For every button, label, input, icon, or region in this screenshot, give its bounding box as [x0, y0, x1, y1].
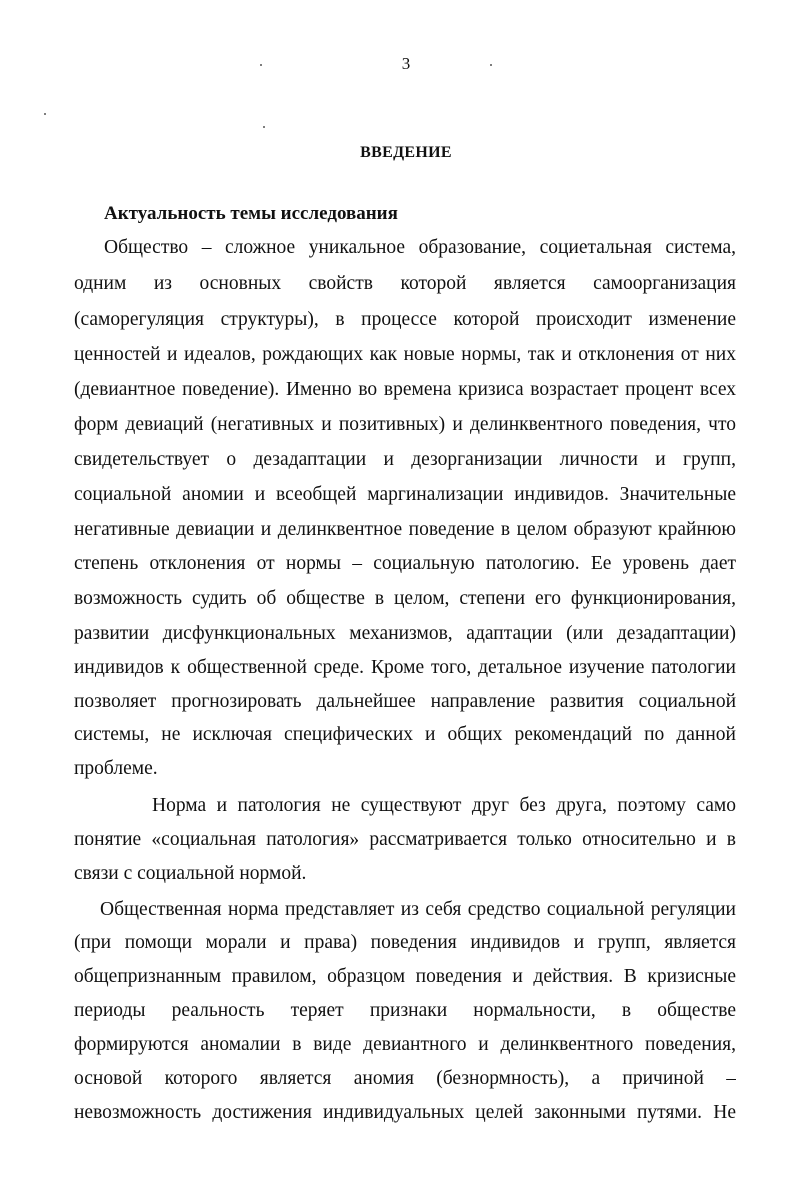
paragraph-3-line: невозможность достижения индивидуальных целей законными путями. Не — [74, 1102, 736, 1123]
paragraph-1-line: степень отклонения от нормы – социальную патологию. Ее уровень дает — [74, 553, 736, 574]
paragraph-1-line: (девиантное поведение). Именно во времена кризиса возрастает процент всех — [74, 379, 736, 400]
paragraph-1-line: (саморегуляция структуры), в процессе которой происходит изменение — [74, 309, 736, 330]
paragraph-2-line: связи с социальной нормой. — [74, 863, 307, 884]
paragraph-2-line: Норма и патология не существуют друг без друга, поэтому само — [152, 795, 736, 816]
paragraph-1-line: Общество – сложное уникальное образование, социетальная система, — [104, 237, 736, 258]
paragraph-3-line: формируются аномалии в виде девиантного и делинквентного поведения, — [74, 1034, 736, 1055]
paragraph-1-line: одним из основных свойств которой является самоорганизация — [74, 273, 736, 294]
scan-speck — [44, 113, 46, 115]
paragraph-2-line: понятие «социальная патология» рассматривается только относительно и в — [74, 829, 736, 850]
paragraph-1-line: возможность судить об обществе в целом, степени его функционирования, — [74, 588, 736, 609]
paragraph-1-line: развитии дисфункциональных механизмов, адаптации (или дезадаптации) — [74, 623, 736, 644]
paragraph-3-line: (при помощи морали и права) поведения индивидов и групп, является — [74, 932, 736, 953]
subsection-heading: Актуальность темы исследования — [104, 203, 398, 224]
paragraph-1-line: социальной аномии и всеобщей маргинализации индивидов. Значительные — [74, 484, 736, 505]
scan-speck — [263, 126, 265, 128]
paragraph-1-line: ценностей и идеалов, рождающих как новые нормы, так и отклонения от них — [74, 344, 736, 365]
paragraph-1-line: индивидов к общественной среде. Кроме того, детальное изучение патологии — [74, 657, 736, 678]
paragraph-1-line: позволяет прогнозировать дальнейшее направление развития социальной — [74, 691, 736, 712]
scan-speck — [260, 64, 262, 66]
paragraph-3-line: основой которого является аномия (безнормность), а причиной – — [74, 1068, 736, 1089]
paragraph-3-line: Общественная норма представляет из себя средство социальной регуляции — [100, 899, 736, 920]
page-number: 3 — [401, 54, 411, 73]
paragraph-1-line: негативные девиации и делинквентное поведение в целом образуют крайнюю — [74, 519, 736, 540]
scan-speck — [490, 64, 492, 66]
paragraph-3-line: периоды реальность теряет признаки нормальности, в обществе — [74, 1000, 736, 1021]
section-heading: ВВЕДЕНИЕ — [360, 144, 452, 161]
paragraph-1-line: свидетельствует о дезадаптации и дезорганизации личности и групп, — [74, 449, 736, 470]
paragraph-1-line: форм девиаций (негативных и позитивных) и делинквентного поведения, что — [74, 414, 736, 435]
paragraph-1-line: проблеме. — [74, 758, 158, 779]
paragraph-3-line: общепризнанным правилом, образцом поведения и действия. В кризисные — [74, 966, 736, 987]
paragraph-1-line: системы, не исключая специфических и общих рекомендаций по данной — [74, 724, 736, 745]
